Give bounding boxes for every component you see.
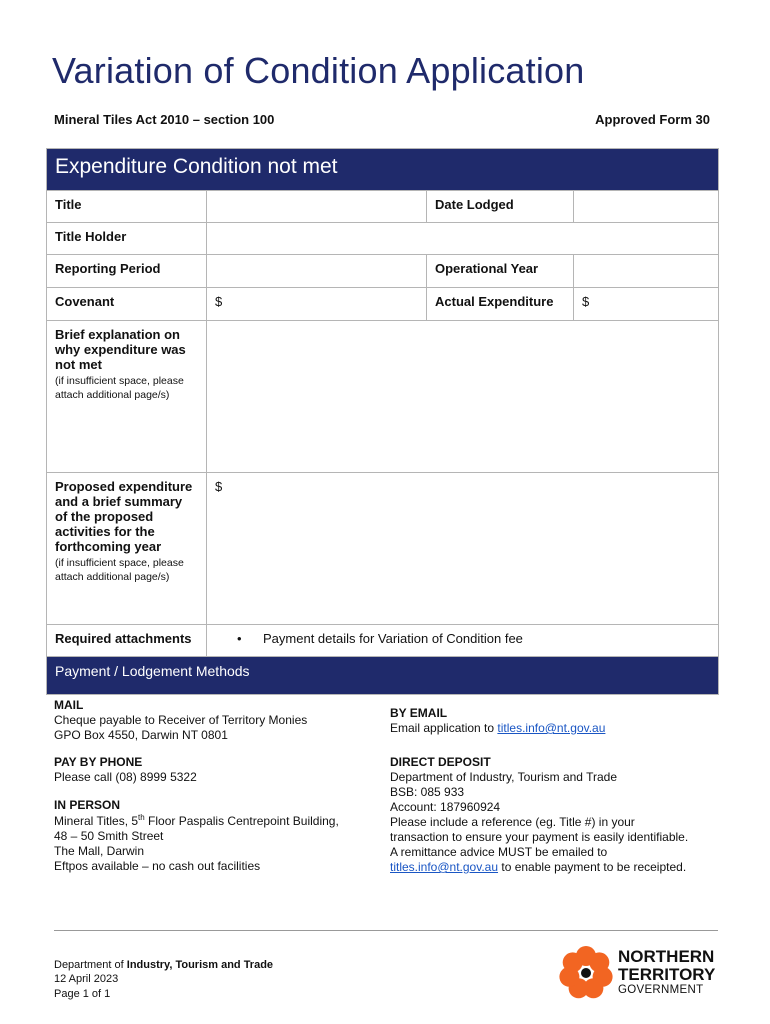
reporting-period-label: Reporting Period [47,255,207,288]
in-person-line: Eftpos available – no cash out facilities [54,859,261,873]
footer [54,958,273,1001]
title-holder-label: Title Holder [47,223,207,255]
in-person-text: Floor Paspalis Centrepoint Building, [144,814,339,828]
in-person-block [54,798,374,874]
email-text: Email application to [390,721,498,735]
direct-deposit-block [390,755,725,875]
phone-block [54,755,374,785]
date-lodged-label: Date Lodged [427,191,574,223]
attachment-item: • Payment details for Variation of Condition fee [215,631,523,646]
footer-divider [54,930,718,931]
in-person-superscript: th [138,813,145,822]
mail-line: GPO Box 4550, Darwin NT 0801 [54,728,228,742]
deposit-line: Department of Industry, Tourism and Trade [390,770,617,784]
proposed-label-cell [47,473,207,625]
in-person-line: 48 – 50 Smith Street [54,829,164,843]
title-holder-field[interactable] [207,223,719,255]
phone-heading: PAY BY PHONE [54,755,143,769]
email-line [390,721,720,736]
proposed-field[interactable] [207,473,719,625]
proposed-currency: $ [215,479,223,494]
footer-dept-prefix: Department of [54,959,127,971]
in-person-text: Mineral Titles, 5 [54,814,139,828]
actual-expenditure-field[interactable] [574,288,719,321]
explanation-field[interactable] [207,321,719,473]
explanation-label: Brief explanation on why expenditure was not met [55,327,186,372]
attachments-list [207,625,719,657]
date-lodged-field[interactable] [574,191,719,223]
deposit-line: Please include a reference (eg. Title #) in your [390,815,635,829]
mail-block [54,698,374,743]
explanation-note: (if insufficient space, please attach additional page/s) [55,375,184,402]
title-field[interactable] [207,191,427,223]
deposit-email-link[interactable]: titles.info@nt.gov.au [390,860,499,874]
deposit-line [390,860,725,875]
mail-heading: MAIL [54,698,84,712]
logo-word: NORTHERN [618,947,715,966]
footer-page: Page 1 of 1 [54,987,111,1000]
reporting-period-field[interactable] [207,255,427,288]
act-reference: Mineral Tiles Act 2010 – section 100 [54,112,275,127]
operational-year-label: Operational Year [427,255,574,288]
email-link[interactable]: titles.info@nt.gov.au [497,721,606,735]
deposit-heading: DIRECT DEPOSIT [390,755,491,769]
explanation-label-cell [47,321,207,473]
deposit-line: Account: 187960924 [390,800,501,814]
page-title: Variation of Condition Application [52,50,585,91]
covenant-field[interactable] [207,288,427,321]
deposit-line: A remittance advice MUST be emailed to [390,845,608,859]
logo-petal [563,952,583,972]
in-person-line: The Mall, Darwin [54,844,145,858]
actual-expenditure-label: Actual Expenditure [427,288,574,321]
deposit-line: transaction to ensure your payment is easily identifiable. [390,830,689,844]
logo-word: GOVERNMENT [618,984,704,996]
in-person-line [54,813,374,829]
actual-currency: $ [582,294,590,309]
attachments-label: Required attachments [47,625,207,657]
in-person-heading: IN PERSON [54,798,121,812]
covenant-label: Covenant [47,288,207,321]
deposit-text: to enable payment to be receipted. [498,860,687,874]
covenant-currency: $ [215,294,223,309]
email-heading: BY EMAIL [390,706,448,720]
proposed-note: (if insufficient space, please attach additional page/s) [55,557,184,584]
proposed-label: Proposed expenditure and a brief summary of the proposed activities for the forthcoming year [55,479,193,554]
application-form [46,148,719,695]
section-heading-payment: Payment / Lodgement Methods [47,657,719,695]
desert-rose-icon [556,942,616,1002]
email-block [390,706,720,736]
footer-department [54,958,273,972]
title-label: Title [47,191,207,223]
mail-line: Cheque payable to Receiver of Territory Monies [54,713,308,727]
deposit-line: BSB: 085 933 [390,785,465,799]
phone-text: Please call (08) 8999 5322 [54,770,197,784]
section-heading-expenditure: Expenditure Condition not met [47,149,719,191]
footer-dept-name: Industry, Tourism and Trade [126,959,274,971]
nt-government-logo [556,942,722,1002]
logo-word: TERRITORY [618,965,716,984]
footer-date: 12 April 2023 [54,973,119,986]
form-number: Approved Form 30 [595,112,710,127]
operational-year-field[interactable] [574,255,719,288]
